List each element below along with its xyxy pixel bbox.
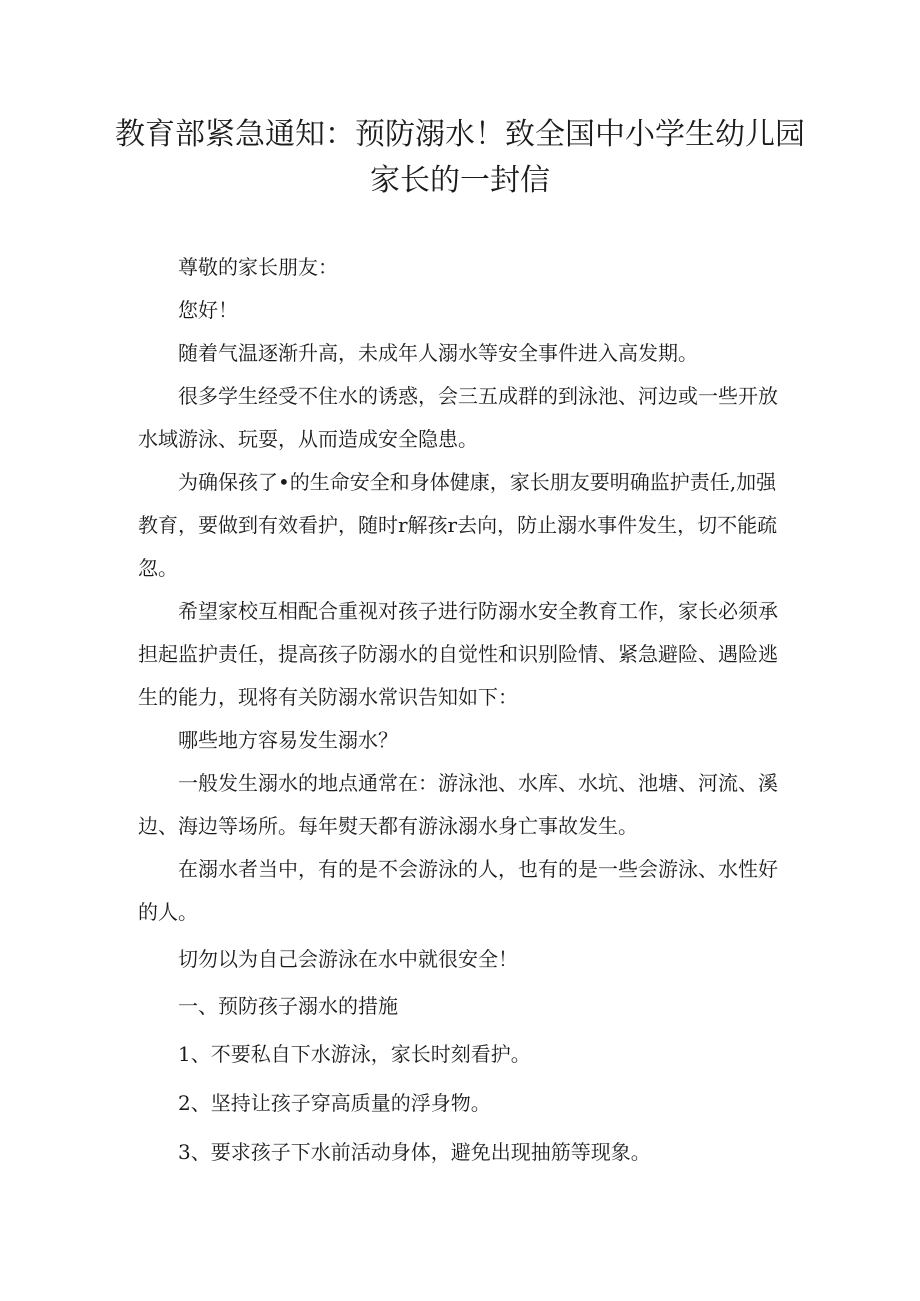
warning-paragraph: 切勿以为自己会游泳在水中就很安全！: [178, 947, 518, 971]
section-heading: 一、预防孩子溺水的措施: [178, 994, 398, 1018]
section-question: 哪些地方容易发生溺水？: [178, 728, 398, 752]
list-item: 1、不要私自下水游泳，家长时刻看护。: [178, 1042, 531, 1066]
document-title: [100, 112, 820, 204]
list-item: 3、要求孩子下水前活动身体，避免出现抽筋等现象。: [178, 1140, 651, 1164]
paragraph: 很多学生经受不住水的诱惑，会三五成群的到泳池、河边或一些开放水域游泳、玩耍，从而造成安全隐患。: [138, 384, 778, 451]
title-line-1: 教育部紧急通知：预防溺水！致全国中小学生幼儿园: [115, 117, 805, 152]
document-body: [138, 246, 786, 1175]
greeting: 您好！: [178, 298, 238, 322]
paragraph: 为确保孩了•的生命安全和身体健康，家长朋友要明确监护责任,加强教育，要做到有效看护，随时r解孩r去向，防止溺水事件发生，切不能疏忽。: [138, 470, 778, 580]
paragraph: 随着气温逐渐升高，未成年人溺水等安全事件进入高发期。: [178, 341, 698, 365]
title-line-2: 家长的一封信: [370, 163, 550, 198]
paragraph: 希望家校互相配合重视对孩子进行防溺水安全教育工作，家长必须承担起监护责任，提高孩子防溺水的自觉性和识别险情、紧急避险、遇险逃生的能力，现将有关防溺水常识告知如下：: [138, 599, 778, 709]
paragraph: 在溺水者当中，有的是不会游泳的人，也有的是一些会游泳、水性好的人。: [138, 857, 778, 924]
paragraph: 一般发生溺水的地点通常在：游泳池、水库、水坑、池塘、河流、溪边、海边等场所。每年熨天都有游泳溺水身亡事故发生。: [138, 771, 778, 838]
salutation: 尊敬的家长朋友：: [178, 255, 338, 279]
list-item: 2、坚持让孩子穿高质量的浮身物。: [178, 1091, 491, 1115]
